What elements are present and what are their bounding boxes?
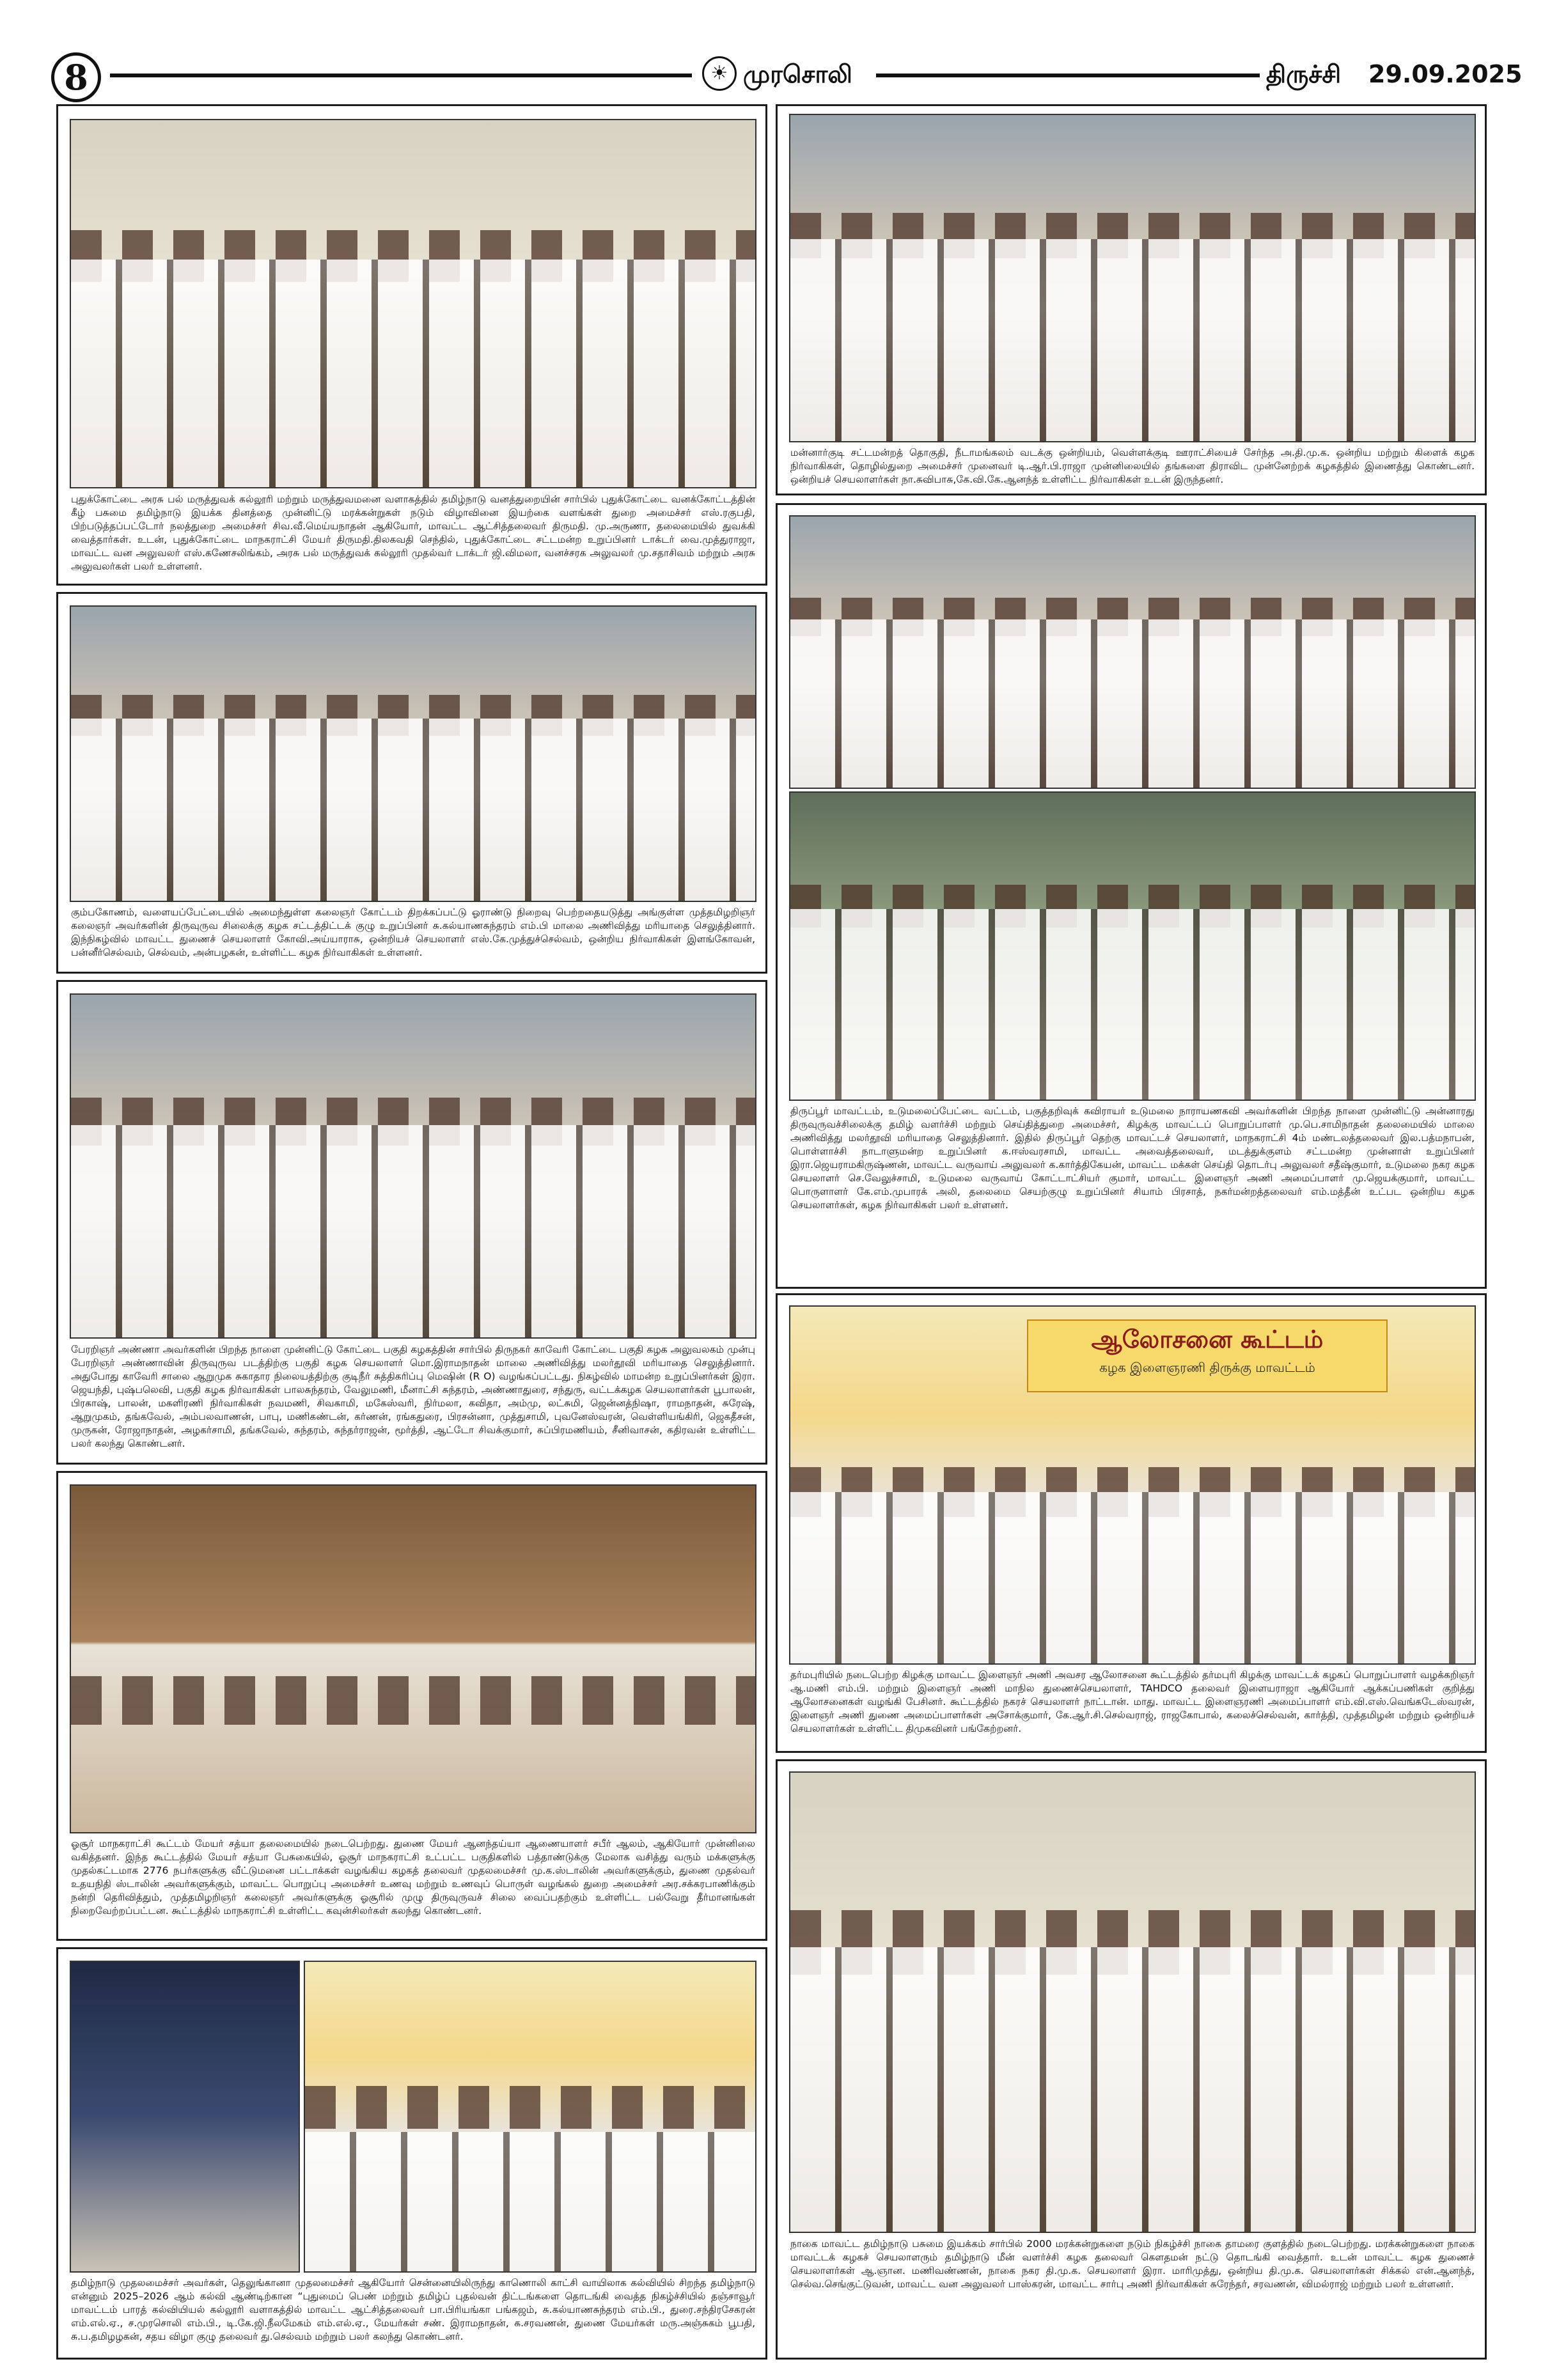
edition-name: திருச்சி bbox=[1266, 60, 1342, 88]
header-rule-right bbox=[876, 74, 1260, 77]
meeting-banner-subtitle: கழக இளைஞரணி திருக்கு மாவட்டம் bbox=[1099, 1360, 1315, 1375]
article-photo-8 bbox=[789, 1771, 1476, 2233]
article-caption-7: ஓசூர் மாநகராட்சி கூட்டம் மேயர் சத்யா தலைமையில் நடைபெற்றது. துணை மேயர் ஆனந்தய்யா ஆணையாளர் சபீர் ஆலம், ஆகியோர் முன்னிலை வகித்தனர். இந்த கூட்டத்தில் மேயர் சத்யா பேசுகையில், ஓசூர் மாநகராட்சி உட்பட்ட பகுதிகளில் பத்தாண்டுக்கு மேலாக வசித்து வரும் மக்களுக்கு முதல்கட்டமாக 2776 நபர்களுக்கு வீட்டுமனை பட்டாக்கள் வழங்கிய கழகத் தலைவர் முதலமைச்சர் மு.க.ஸ்டாலின் அவர்களுக்கும், துணை முதல்வர் உதயநிதி ஸ்டாலின் அவர்களுக்கும், மாவட்ட பொறுப்பு அமைச்சர் உணவு மற்றும் உணவுப் பொருள் வழங்கல் துறை அமைச்சர் அர.சக்கரபாணிக்கும் நன்றி தெரிவித்தும், முத்தமிழறிஞர் கலைஞர் அவர்களுக்கு ஓசூரில் முழு திருவுருவச் சிலை வைப்பதற்கும் உள்ளிட்ட பல்வேறு தீர்மானங்கள் நிறைவேற்றப்பட்டன. கூட்டத்தில் மாநகராட்சி உள்ளிட்ட கவுன்சிலர்கள் கலந்து கொண்டனர். bbox=[71, 1838, 755, 1917]
issue-date: 29.09.2025 bbox=[1368, 60, 1523, 88]
article-caption-1: புதுக்கோட்டை அரசு பல் மருத்துவக் கல்லூரி மற்றும் மருத்துவமனை வளாகத்தில் தமிழ்நாடு வனத்துறையின் சார்பில் புதுக்கோட்டை வனக்கோட்டத்தின் கீழ் பசுமை தமிழ்நாடு இயக்க தினத்தை முன்னிட்டு மரக்கன்றுகள் நடும் விழாவினை இயற்கை வளங்கள் துறை அமைச்சர் எஸ்.ரகுபதி, பிற்படுத்தப்பட்டோர் நலத்துறை அமைச்சர் சிவ.வீ.மெய்யநாதன் ஆகியோர், மாவட்ட ஆட்சித்தலைவர் திருமதி. மு.அருணா, தலைமையில் துவக்கி வைத்தார்கள். உடன், புதுக்கோட்டை மாநகராட்சி மேயர் திருமதி.திலகவதி செந்தில், புதுக்கோட்டை சட்டமன்ற உறுப்பினர் டாக்டர் வை.முத்துராஜா, மாவட்ட வன அலுவலர் எஸ்.கணேசலிங்கம், அரசு பல் மருத்துவக் கல்லூரி முதல்வர் டாக்டர் ஜி.விமலா, வனச்சரக அலுவலர் மு.சதாசிவம் மற்றும் அரசு அலுவலர்கள் பலர் உள்ளனர். bbox=[71, 494, 755, 572]
article-caption-3: கும்பகோணம், வளையப்பேட்டையில் அமைந்துள்ள கலைஞர் கோட்டம் திறக்கப்பட்டு ஓராண்டு நிறைவு பெற்றதையடுத்து அங்குள்ள முத்தமிழறிஞர் கலைஞர் அவர்களின் திருவுருவ சிலைக்கு கழக சட்டத்திட்டக் குழு உறுப்பினர் சு.கல்யாணசுந்தரம் எம்.பி மாலை அணிவித்து மரியாதை செலுத்தினார். இந்நிகழ்வில் மாவட்ட துணைச் செயலாளர் கோவி.அய்யாராசு, ஒன்றியச் செயலாளர் எஸ்.கே.முத்துச்செல்வம், ஒன்றிய நிர்வாகிகள் இளங்கோவன், பன்னீர்செல்வம், செல்வம், அன்பழகன், உள்ளிட்ட கழக நிர்வாகிகள் உள்ளனர். bbox=[71, 906, 755, 958]
article-card-2 bbox=[776, 104, 1487, 495]
article-caption-4: திருப்பூர் மாவட்டம், உடுமலைப்பேட்டை வட்டம், பகுத்தறிவுக் கவிராயர் உடுமலை நாராயணகவி அவர்களின் பிறந்த நாளை முன்னிட்டு அன்னாரது திருவுருவச்சிலைக்கு தமிழ் வளர்ச்சி மற்றும் செய்தித்துறை அமைச்சர், கிழக்கு மாவட்டப் பொறுப்பாளர் மு.பெ.சாமிநாதன் தலைமையில் மாலை அணிவித்து மலர்தூவி மரியாதை செலுத்தினார். இதில் திருப்பூர் தெற்கு மாவட்டச் செயலாளர், மாநகராட்சி 4ம் மண்டலத்தலைவர் இல.பத்மநாபன், பொள்ளாச்சி நாடாளுமன்ற உறுப்பினர் க.ஈஸ்வரசாமி, மாவட்ட அவைத்தலைவர், மடத்துக்குளம் சட்டமன்ற முன்னாள் உறுப்பினர் இரா.ஜெயராமகிருஷ்ணன், மாவட்ட வருவாய் அலுவலர் க.கார்த்திகேயன், மாவட்ட மக்கள் செய்தி தொடர்பு அலுவலர் சதீஷ்குமார், உடுமலை நகர கழக செயலாளர் செ.வேலுச்சாமி, உடுமலை வருவாய் கோட்டாட்சியர் குமார், மாவட்ட இளைஞர் அணி அமைப்பாளர் மு.ஜெயக்குமார், மாவட்ட பொருளாளர் கே.எம்.முபாரக் அலி, தலைமை செயற்குழு உறுப்பினர் சியாம் பிரசாத், நகர்மன்றத்தலைவர் எம்.மத்தீன் உட்பட ஒன்றிய கழக செயலாளர்கள், கழக நிர்வாகிகள் பலர் உள்ளனர். bbox=[790, 1105, 1475, 1211]
meeting-banner bbox=[1027, 1319, 1388, 1392]
article-card-1 bbox=[56, 104, 767, 586]
meeting-banner-title: ஆலோசனை கூட்டம் bbox=[1091, 1325, 1324, 1353]
article-photo-1 bbox=[70, 119, 756, 488]
article-photo-3 bbox=[70, 605, 756, 902]
page-header bbox=[51, 52, 1523, 98]
page-number: 8 bbox=[51, 52, 101, 102]
article-photo-2 bbox=[789, 114, 1476, 442]
sun-logo-icon: ☀ bbox=[702, 56, 737, 91]
article-card-3 bbox=[56, 592, 767, 974]
article-caption-6: தர்மபுரியில் நடைபெற்ற கிழக்கு மாவட்ட இளைஞர் அணி அவசர ஆலோசனை கூட்டத்தில் தர்மபுரி கிழக்கு மாவட்டக் கழகப் பொறுப்பாளர் வழக்கறிஞர் ஆ.மணி எம்.பி. மற்றும் இளைஞர் அணி மாநில துணைச்செயலாளர், TAHDCO தலைவர் இளையராஜா ஆகியோர் ஆக்கப்பணிகள் குறித்து ஆலோசனைகள் வழங்கி பேசினர். கூட்டத்தில் நகரச் செயலாளர் நாட்டான். மாது. மாவட்ட இளைஞரணி அமைப்பாளர் எம்.வி.எஸ்.வெங்கடேஸ்வரன், இளைஞர் அணி துணை அமைப்பாளர்கள் அசோக்குமார், கே.ஆர்.சி.செல்வராஜ், ராஜகோபால், கலைச்செல்வன், கார்த்தி, முத்தமிழன் மற்றும் ஒன்றியச் செயலாளர்கள் உள்ளிட்ட திமுகவினர் பங்கேற்றனர். bbox=[790, 1669, 1475, 1734]
article-photo-5 bbox=[70, 993, 756, 1339]
article-photo-7 bbox=[70, 1484, 756, 1833]
article-photo-9a bbox=[70, 1961, 300, 2273]
article-caption-5: பேரறிஞர் அண்ணா அவர்களின் பிறந்த நாளை முன்னிட்டு கோட்டை பகுதி கழகத்தின் சார்பில் திருநகர் காவேரி கோட்டை பகுதி கழக அலுவலகம் முன்பு பேரறிஞர் அண்ணாவின் திருவுருவ படத்திற்கு பகுதி கழக செயலாளர் மொ.இராமநாதன் மாலை அணிவித்து மலர்தூவி மரியாதை செலுத்தினார். அதுபோது காவேரி சாலை ஆறுமுக சுகாதார நிலையத்திற்கு குடிநீர் சுத்திகரிப்பு மெஷின் (R O) வழங்கப்பட்டது. நிகழ்வில் மாமன்ற உறுப்பினர்கள் இரா. ஜெயந்தி, புஷ்பலெவி, பகுதி கழக நிர்வாகிகள் பாலசுந்தரம், வேலுமணி, மீனாட்சி சுந்தரம், அண்ணாதுரை, சந்துரு, வட்டக்கழக செயலாளர்கள் பூபாலன், பிரகாஷ், பாலன், மகளிரணி நிர்வாகிகள் நவமணி, சிவகாமி, மகேஸ்வரி, நிர்மலா, கவிதா, அம்மு, லட்சுமி, ஜென்னத்நிஷா, ராமநாதன், சுரேஷ், ஆறுமுகம், தங்கவேல், அம்பலவாணன், பாபு, மணிகண்டன், கர்ணன், ரங்கதுரை, பிரசன்னா, முத்துசாமி, புவனேஸ்வரன், வெள்ளியங்கிரி, ஜெகதீசன், முருகன், ரோஜாநாதன், அழகர்சாமி, தங்கவேல், சுந்தரம், சுந்தர்ராஜன், மூர்த்தி, ஆட்டோ சிவக்குமார், சுப்பிரமணியம், சீனிவாசன், கதிரவன் உள்ளிட்ட பலர் கலந்து கொண்டனர். bbox=[71, 1344, 755, 1449]
article-card-7 bbox=[56, 1471, 767, 1941]
article-card-6 bbox=[776, 1293, 1487, 1753]
article-photo-4a bbox=[789, 515, 1476, 789]
article-photo-6 bbox=[789, 1305, 1476, 1665]
article-card-8 bbox=[776, 1759, 1487, 2360]
article-caption-8: நாகை மாவட்ட தமிழ்நாடு பசுமை இயக்கம் சார்பில் 2000 மரக்கன்றுகளை நடும் நிகழ்ச்சி நாகை தாமரை குளத்தில் நடைபெற்றது. மரக்கன்றுகளை நாகை மாவட்டக் கழகச் செயலாளரும் தமிழ்நாடு மீன் வளர்ச்சி கழக தலைவர் கௌதமன் நட்டு தொடங்கி வைத்தார். உடன் மாவட்ட கழக துணைச் செயலாளர்கள் ஆ.ஞான. மணிவண்ணன், நாகை நகர தி.மு.க. செயலாளர் இரா. மாரிமுத்து, ஒன்றிய தி.மு.க. செயலாளர்கள் சிக்கல் என்.ஆனந்த், செல்வ.செங்குட்டுவன், மாவட்ட வன அலுவலர் பாஸ்கரன், மாவட்ட சார்பு அணி நிர்வாகிகள் சுரேந்தர், சரவணன், விமல்ராஜ் மற்றும் பலர் உள்ளனர். bbox=[790, 2238, 1475, 2290]
article-card-5 bbox=[56, 980, 767, 1465]
article-card-4 bbox=[776, 503, 1487, 1289]
article-photo-4b bbox=[789, 791, 1476, 1101]
article-photo-9b bbox=[304, 1961, 756, 2273]
article-card-9 bbox=[56, 1947, 767, 2360]
header-rule-left bbox=[110, 74, 692, 77]
article-caption-2: மன்னார்குடி சட்டமன்றத் தொகுதி, நீடாமங்கலம் வடக்கு ஒன்றியம், வெள்ளக்குடி ஊராட்சியைச் சேர்ந்த அ.தி.மு.க. ஒன்றிய மற்றும் கிளைக் கழக நிர்வாகிகள், தொழில்துறை அமைச்சர் முனைவர் டி.ஆர்.பி.ராஜா முன்னிலையில் தங்களை திராவிட முன்னேற்றக் கழகத்தில் இணைத்து கொண்டனர். ஒன்றியச் செயலாளர்கள் நா.சுவிபாசு,கே.வி.கே.ஆனந்த் உள்ளிட்ட நிர்வாகிகள் உடன் இருந்தனர். bbox=[790, 447, 1475, 485]
article-caption-9: தமிழ்நாடு முதலமைச்சர் அவர்கள், தெலுங்கானா முதலமைச்சர் ஆகியோர் சென்னையிலிருந்து காணொலி காட்சி வாயிலாக கல்வியில் சிறந்த தமிழ்நாடு என்னும் 2025–2026 ஆம் கல்வி ஆண்டிற்கான “புதுமைப் பெண் மற்றும் தமிழ்ப் புதல்வன் திட்டங்களை தொடங்கி வைத்த நிகழ்ச்சியில் தஞ்சாவூர் மாவட்டம் பாரத் கல்வியியல் கல்லூரி வளாகத்தில் மாவட்ட ஆட்சித்தலைவர் பா.பிரியங்கா பங்கஜம், சு.கல்யாணசுந்தரம் எம்.பி., துரை.சந்திரசேகரன் எம்.எல்.ஏ., ச.முரசொலி எம்.பி., டி.கே.ஜி.நீலமேகம் எம்.எல்.ஏ., மேயர்கள் சண். இராமநாதன், க.சரவணன், துணை மேயர்கள் மரு.அஞ்சுகம் பூபதி, சு.ப.தமிழழகன், சதய விழா குழு தலைவர் து.செல்வம் மற்றும் பலர் கலந்து கொண்டனர். bbox=[71, 2277, 755, 2342]
publication-name: முரசொலி bbox=[743, 60, 852, 88]
